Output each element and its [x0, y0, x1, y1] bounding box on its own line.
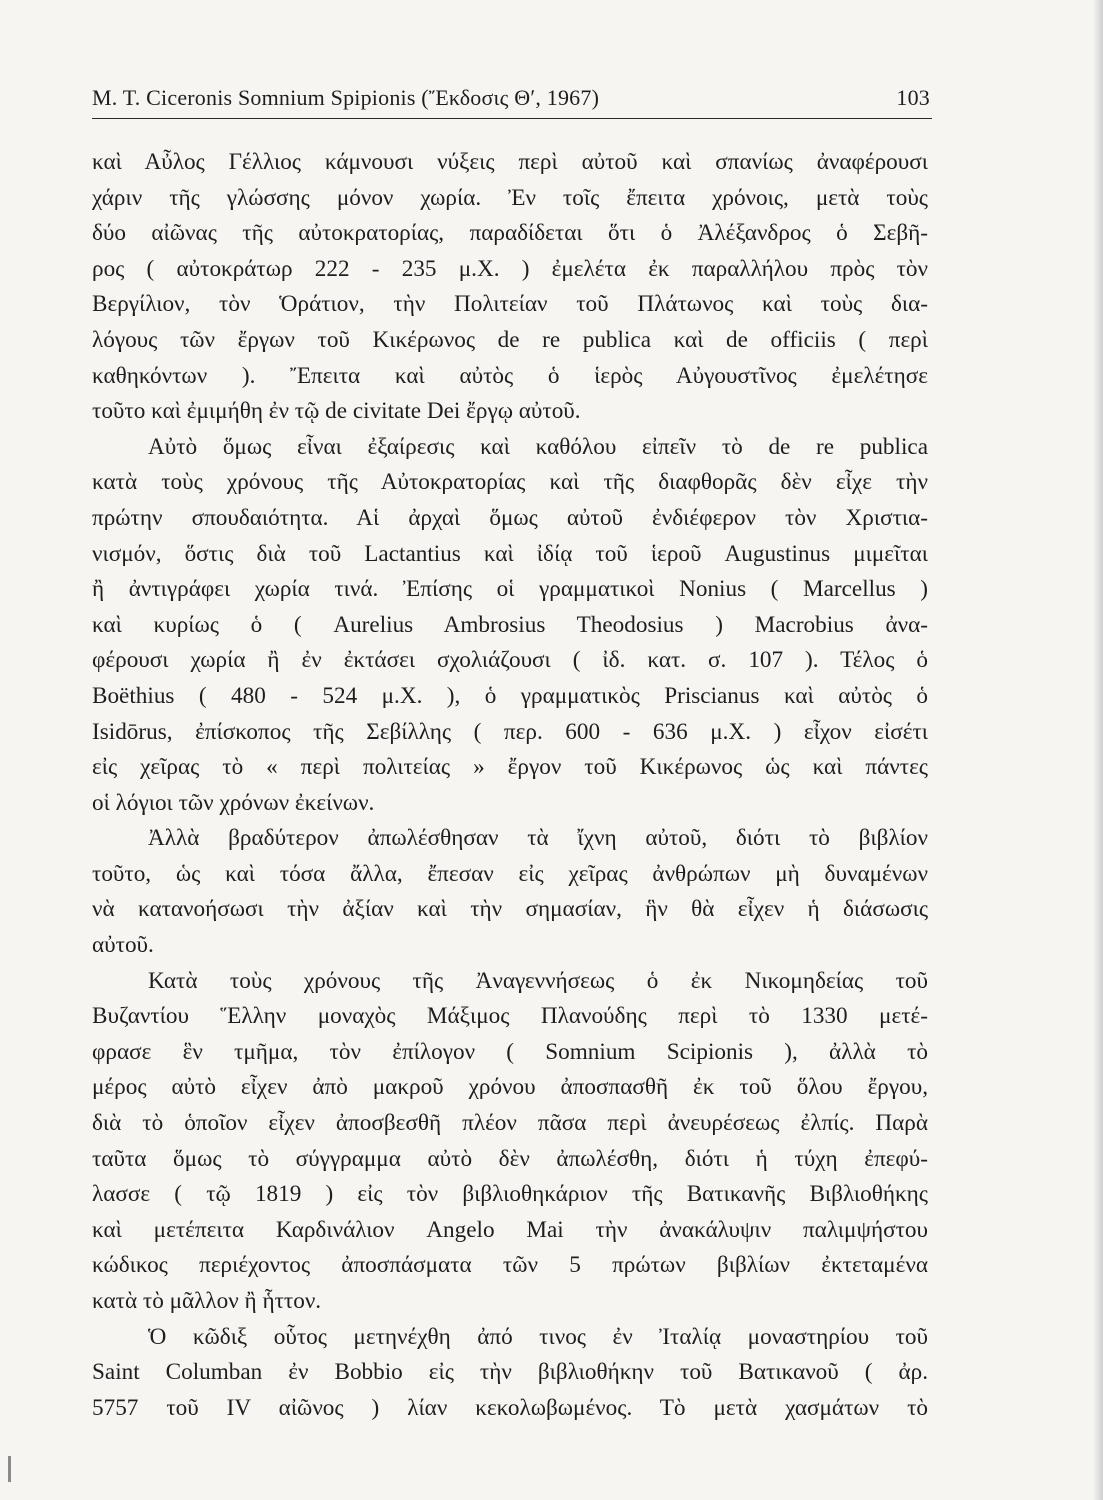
text-line: λόγους τῶν ἔργων τοῦ Κικέρωνος de re publica καὶ de officiis ( περὶ [92, 326, 928, 353]
text-line: ρος ( αὐτοκράτωρ 222 - 235 μ.Χ. ) ἐμελέτα ἐκ παραλλήλου πρὸς τὸν [92, 255, 928, 282]
text-line: χάριν τῆς γλώσσης μόνον χωρία. Ἐν τοῖς ἔπειτα χρόνοις, μετὰ τοὺς [92, 184, 928, 211]
text-line: αὐτοῦ. [92, 932, 154, 959]
text-line: Boëthius ( 480 - 524 μ.Χ. ), ὁ γραμματικὸς Priscianus καὶ αὐτὸς ὁ [92, 682, 928, 709]
text-line: Κατὰ τοὺς χρόνους τῆς Ἀναγεννήσεως ὁ ἐκ Νικομηδείας τοῦ [148, 967, 928, 994]
text-line: νὰ κατανοήσωσι τὴν ἀξίαν καὶ τὴν σημασίαν, ἣν θὰ εἶχεν ἡ διάσωσις [92, 896, 928, 923]
text-line: νισμόν, ὅστις διὰ τοῦ Lactantius καὶ ἰδίᾳ τοῦ ἱεροῦ Augustinus μιμεῖται [92, 540, 928, 567]
text-line: καὶ μετέπειτα Καρδινάλιον Angelo Mai τὴν ἀνακάλυψιν παλιμψήστου [92, 1216, 928, 1243]
text-line: ταῦτα ὅμως τὸ σύγγραμμα αὐτὸ δὲν ἀπωλέσθη, διότι ἡ τύχη ἐπεφύ- [92, 1145, 928, 1172]
text-line: φρασε ἓν τμῆμα, τὸν ἐπίλογον ( Somnium Scipionis ), ἀλλὰ τὸ [92, 1038, 928, 1065]
running-header [92, 82, 932, 116]
page-number: 103 [896, 85, 930, 110]
running-header-title: M. T. Ciceronis Somnium Spipionis (Ἔκδοσις Θʹ, 1967) [92, 85, 600, 110]
text-line: Βεργίλιον, τὸν Ὁράτιον, τὴν Πολιτείαν τοῦ Πλάτωνος καὶ τοὺς δια- [92, 291, 928, 318]
text-line: τοῦτο καὶ ἐμιμήθη ἐν τῷ de civitate Dei ἔργῳ αὐτοῦ. [92, 398, 581, 425]
text-line: Isidōrus, ἐπίσκοπος τῆς Σεβίλλης ( περ. 600 - 636 μ.Χ. ) εἶχον εἰσέτι [92, 718, 928, 745]
text-line: Saint Columban ἐν Bobbio εἰς τὴν βιβλιοθήκην τοῦ Βατικανοῦ ( ἀρ. [92, 1359, 928, 1386]
text-line: μέρος αὐτὸ εἶχεν ἀπὸ μακροῦ χρόνου ἀποσπασθῆ ἐκ τοῦ ὅλου ἔργου, [92, 1074, 928, 1101]
text-line: κατὰ τοὺς χρόνους τῆς Αὐτοκρατορίας καὶ τῆς διαφθορᾶς δὲν εἶχε τὴν [92, 469, 928, 496]
text-line: 5757 τοῦ IV αἰῶνος ) λίαν κεκολωβωμένος. Τὸ μετὰ χασμάτων τὸ [92, 1394, 928, 1421]
text-line: καθηκόντων ). Ἔπειτα καὶ αὐτὸς ὁ ἱερὸς Αὐγουστῖνος ἐμελέτησε [92, 362, 928, 389]
scan-artifact-mark [8, 1456, 11, 1482]
text-line: εἰς χεῖρας τὸ « περὶ πολιτείας » ἔργον τοῦ Κικέρωνος ὡς καὶ πάντες [92, 754, 928, 781]
text-line: πρώτην σπουδαιότητα. Αἱ ἀρχαὶ ὅμως αὐτοῦ ἐνδιέφερον τὸν Χριστια- [92, 504, 928, 531]
text-line: κώδικος περιέχοντος ἀποσπάσματα τῶν 5 πρώτων βιβλίων ἐκτεταμένα [92, 1252, 928, 1279]
text-line: τοῦτο, ὡς καὶ τόσα ἄλλα, ἔπεσαν εἰς χεῖρας ἀνθρώπων μὴ δυναμένων [92, 860, 928, 887]
text-line: λασσε ( τῷ 1819 ) εἰς τὸν βιβλιοθηκάριον τῆς Βατικανῆς Βιβλιοθήκης [92, 1181, 928, 1208]
text-line: οἱ λόγιοι τῶν χρόνων ἐκείνων. [92, 789, 375, 816]
text-line: διὰ τὸ ὁποῖον εἶχεν ἀποσβεσθῆ πλέον πᾶσα περὶ ἀνευρέσεως ἐλπίς. Παρὰ [92, 1110, 928, 1137]
text-line: καὶ Αὖλος Γέλλιος κάμνουσι νύξεις περὶ αὐτοῦ καὶ σπανίως ἀναφέρουσι [92, 149, 928, 175]
text-line: Αὐτὸ ὅμως εἶναι ἐξαίρεσις καὶ καθόλου εἰπεῖν τὸ de re publica [148, 433, 928, 460]
text-line: καὶ κυρίως ὁ ( Aurelius Ambrosius Theodosius ) Macrobius ἀνα- [92, 611, 928, 638]
text-line: κατὰ τὸ μᾶλλον ἢ ἧττον. [92, 1288, 322, 1314]
text-line: Βυζαντίου Ἕλλην μοναχὸς Μάξιμος Πλανούδης περὶ τὸ 1330 μετέ- [92, 1003, 928, 1030]
text-line: φέρουσι χωρία ἢ ἐν ἐκτάσει σχολιάζουσι ( ἰδ. κατ. σ. 107 ). Τέλος ὁ [92, 647, 928, 674]
text-line: δύο αἰῶνας τῆς αὐτοκρατορίας, παραδίδεται ὅτι ὁ Ἀλέξανδρος ὁ Σεβῆ- [92, 220, 928, 247]
text-line: Ὁ κῶδιξ οὗτος μετηνέχθη ἀπό τινος ἐν Ἰταλίᾳ μοναστηρίου τοῦ [148, 1323, 928, 1350]
text-line: Ἀλλὰ βραδύτερον ἀπωλέσθησαν τὰ ἴχνη αὐτοῦ, διότι τὸ βιβλίον [148, 825, 928, 852]
body-text [92, 145, 928, 1426]
text-line: ἢ ἀντιγράφει χωρία τινά. Ἐπίσης οἱ γραμματικοὶ Nonius ( Marcellus ) [92, 576, 928, 603]
page-edge-shadow [1093, 0, 1103, 1500]
header-rule [92, 118, 932, 119]
